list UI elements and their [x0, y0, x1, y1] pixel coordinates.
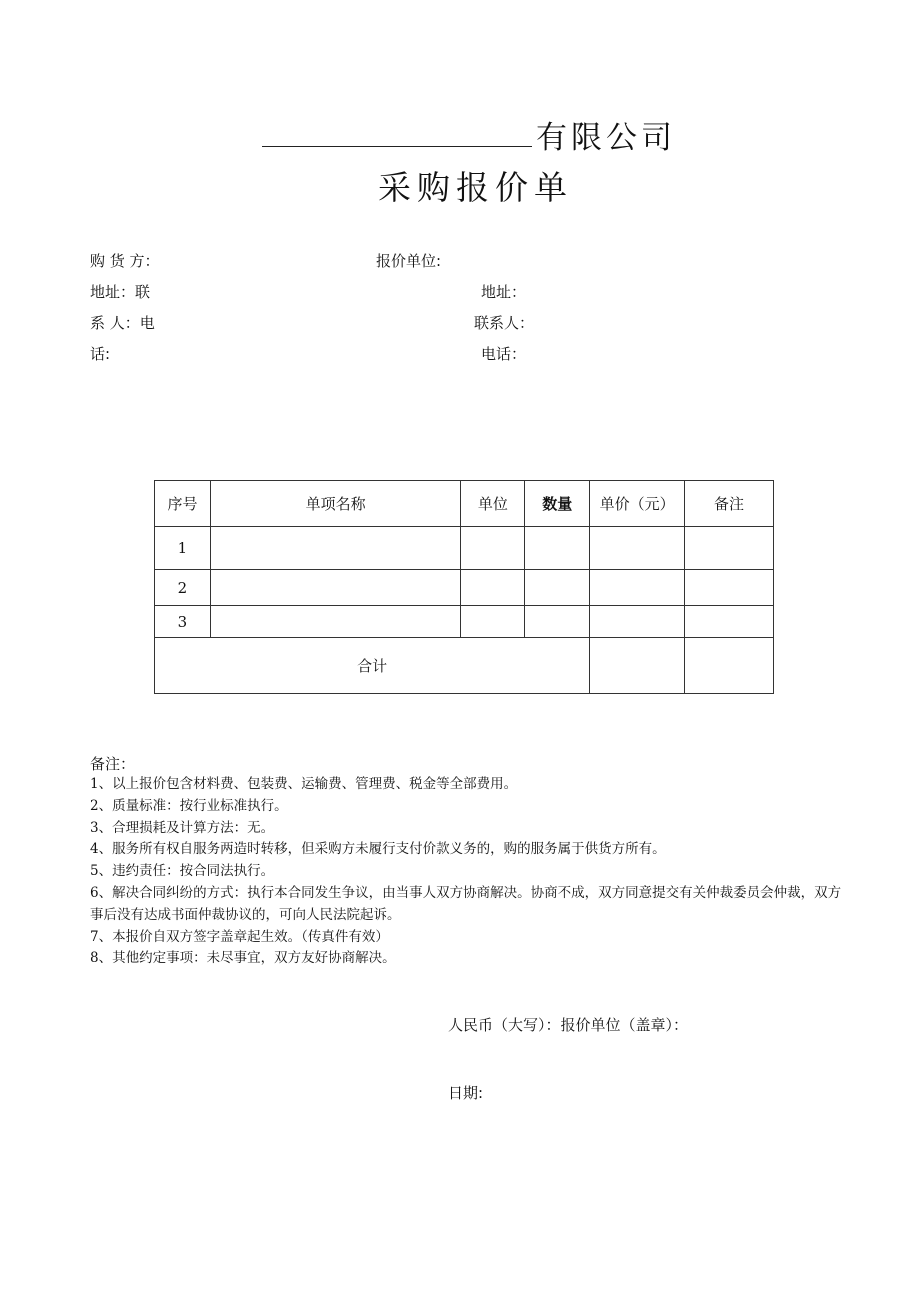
- header-serial: 序号: [155, 481, 211, 527]
- note-item: 1、以上报价包含材料费、包装费、运输费、管理费、税金等全部费用。: [90, 776, 518, 792]
- right-address-label: 地址：: [481, 283, 527, 301]
- table-row: [155, 570, 774, 606]
- total-label: 合计: [155, 638, 590, 694]
- cell-quantity[interactable]: [525, 527, 590, 570]
- row-serial: 3: [155, 606, 211, 638]
- cell-remarks[interactable]: [685, 606, 774, 638]
- note-item: 4、服务所有权自服务两造时转移，但采购方未履行支付价款义务的，购的服务属于供货方所有。: [90, 841, 666, 858]
- table-header-row: [155, 481, 774, 527]
- left-phone-label: 话:: [90, 345, 111, 363]
- note-item: 5、违约责任：按合同法执行。: [90, 863, 275, 880]
- table-total-row: [155, 638, 774, 694]
- header-unit-price: 单价（元）: [590, 481, 685, 527]
- left-contact-label: 系 人：电: [90, 314, 155, 332]
- quote-table: [154, 480, 774, 694]
- cell-item-name[interactable]: [210, 606, 461, 638]
- notes-title: 备注：: [90, 755, 136, 773]
- header-quantity: 数量: [525, 481, 590, 527]
- cell-unit-price[interactable]: [590, 570, 685, 606]
- cell-remarks[interactable]: [685, 527, 774, 570]
- left-address-label: 地址：联: [90, 283, 151, 301]
- cell-unit[interactable]: [461, 570, 525, 606]
- cell-quantity[interactable]: [525, 606, 590, 638]
- cell-quantity[interactable]: [525, 570, 590, 606]
- date-label: 日期:: [448, 1084, 484, 1102]
- company-name-blank-line: [262, 146, 532, 147]
- company-suffix: 有限公司: [536, 120, 676, 156]
- cell-total-price[interactable]: [590, 638, 685, 694]
- cell-unit-price[interactable]: [590, 606, 685, 638]
- note-item: 6、解决合同纠纷的方式：执行本合同发生争议，由当事人双方协商解决。协商不成，双方同意提交有关仲裁委员会仲裁，双方事后没有达成书面仲裁协议的，可向人民法院起诉。: [90, 884, 842, 923]
- row-serial: 1: [155, 527, 211, 570]
- cell-remarks[interactable]: [685, 570, 774, 606]
- header-item-name: 单项名称: [210, 481, 461, 527]
- row-serial: 2: [155, 570, 211, 606]
- right-contact-label: 联系人：: [474, 314, 535, 332]
- table-row: [155, 527, 774, 570]
- note-item: 8、其他约定事项：未尽事宜，双方友好协商解决。: [90, 950, 396, 967]
- cell-item-name[interactable]: [210, 570, 461, 606]
- note-item: 3、合理损耗及计算方法：无。: [90, 819, 275, 836]
- buyer-label: 购 货 方：: [90, 252, 160, 270]
- right-phone-label: 电话：: [481, 345, 527, 363]
- page-title: 采购报价单: [378, 168, 573, 207]
- header-unit: 单位: [461, 481, 525, 527]
- cell-unit[interactable]: [461, 527, 525, 570]
- amount-and-stamp-label: 人民币（大写）：报价单位（盖章）：: [448, 1016, 689, 1034]
- cell-unit[interactable]: [461, 606, 525, 638]
- cell-total-remarks[interactable]: [685, 638, 774, 694]
- notes-list: [90, 774, 850, 970]
- note-item: 2、质量标准：按行业标准执行。: [90, 797, 288, 814]
- cell-item-name[interactable]: [210, 527, 461, 570]
- header-remarks: 备注: [685, 481, 774, 527]
- quoter-label: 报价单位:: [376, 252, 442, 270]
- cell-unit-price[interactable]: [590, 527, 685, 570]
- table-row: [155, 606, 774, 638]
- note-item: 7、本报价自双方签字盖章起生效。（传真件有效）: [90, 928, 389, 945]
